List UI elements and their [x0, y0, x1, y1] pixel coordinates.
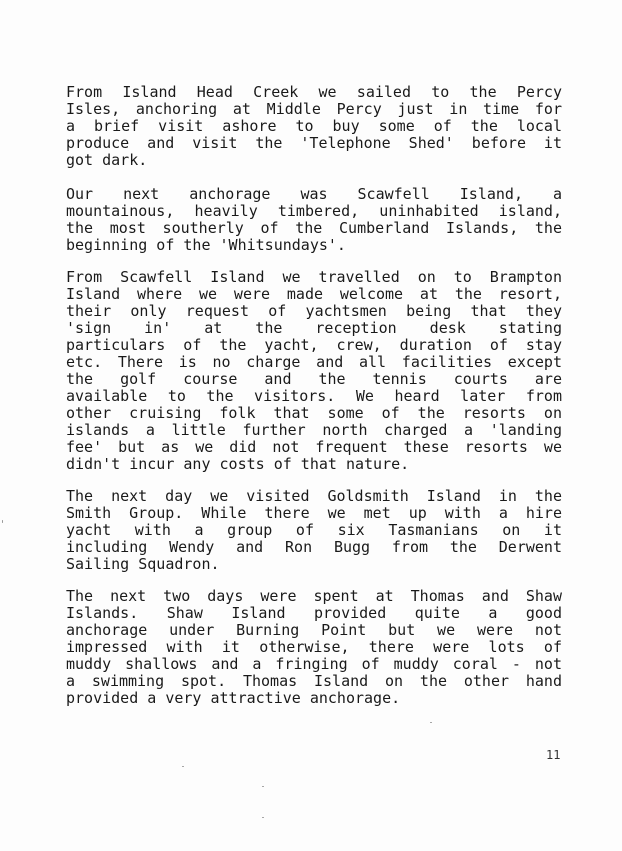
text-line: other cruising folk that some of the resorts on	[66, 405, 562, 422]
text-line: Isles, anchoring at Middle Percy just in time for	[66, 101, 562, 118]
text-line: provided a very attractive anchorage.	[66, 689, 401, 707]
page-number: 11	[546, 748, 561, 762]
scan-speck	[182, 766, 184, 767]
text-line: mountainous, heavily timbered, uninhabited island,	[66, 203, 562, 220]
text-line: Sailing Squadron.	[66, 555, 220, 573]
scan-speck	[262, 817, 264, 818]
text-line: their only request of yachtsmen being that they	[66, 303, 562, 320]
scan-speck	[262, 786, 264, 787]
text-line: From Island Head Creek we sailed to the Percy	[66, 84, 562, 101]
text-line: 'sign in' at the reception desk stating	[66, 320, 562, 337]
text-line: Our next anchorage was Scawfell Island, a	[66, 186, 562, 203]
text-line: Smith Group. While there we met up with a hire	[66, 505, 562, 522]
text-line: the golf course and the tennis courts are	[66, 371, 562, 388]
text-line: etc. There is no charge and all facilities except	[66, 354, 562, 371]
scan-speck	[430, 722, 432, 723]
text-line: yacht with a group of six Tasmanians on it	[66, 522, 562, 539]
text-line: a swimming spot. Thomas Island on the other hand	[66, 673, 562, 690]
text-line: didn't incur any costs of that nature.	[66, 455, 410, 473]
text-line: a brief visit ashore to buy some of the local	[66, 118, 562, 135]
text-line: From Scawfell Island we travelled on to Brampton	[66, 269, 562, 286]
text-line: muddy shallows and a fringing of muddy coral - not	[66, 656, 562, 673]
text-line: available to the visitors. We heard later from	[66, 388, 562, 405]
scan-speck	[2, 520, 3, 523]
text-line: The next day we visited Goldsmith Island in the	[66, 488, 562, 505]
text-line: produce and visit the 'Telephone Shed' before it	[66, 135, 562, 152]
text-line: got dark.	[66, 151, 148, 169]
text-line: Island where we were made welcome at the resort,	[66, 286, 562, 303]
text-line: fee' but as we did not frequent these resorts we	[66, 439, 562, 456]
text-line: particulars of the yacht, crew, duration of stay	[66, 337, 562, 354]
text-line: Islands. Shaw Island provided quite a good	[66, 605, 562, 622]
text-line: impressed with it otherwise, there were lots of	[66, 639, 562, 656]
text-line: beginning of the 'Whitsundays'.	[66, 236, 346, 254]
text-line: anchorage under Burning Point but we were not	[66, 622, 562, 639]
text-line: the most southerly of the Cumberland Islands, the	[66, 220, 562, 237]
text-line: The next two days were spent at Thomas and Shaw	[66, 588, 562, 605]
text-line: including Wendy and Ron Bugg from the Derwent	[66, 539, 562, 556]
text-line: islands a little further north charged a 'landing	[66, 422, 562, 439]
